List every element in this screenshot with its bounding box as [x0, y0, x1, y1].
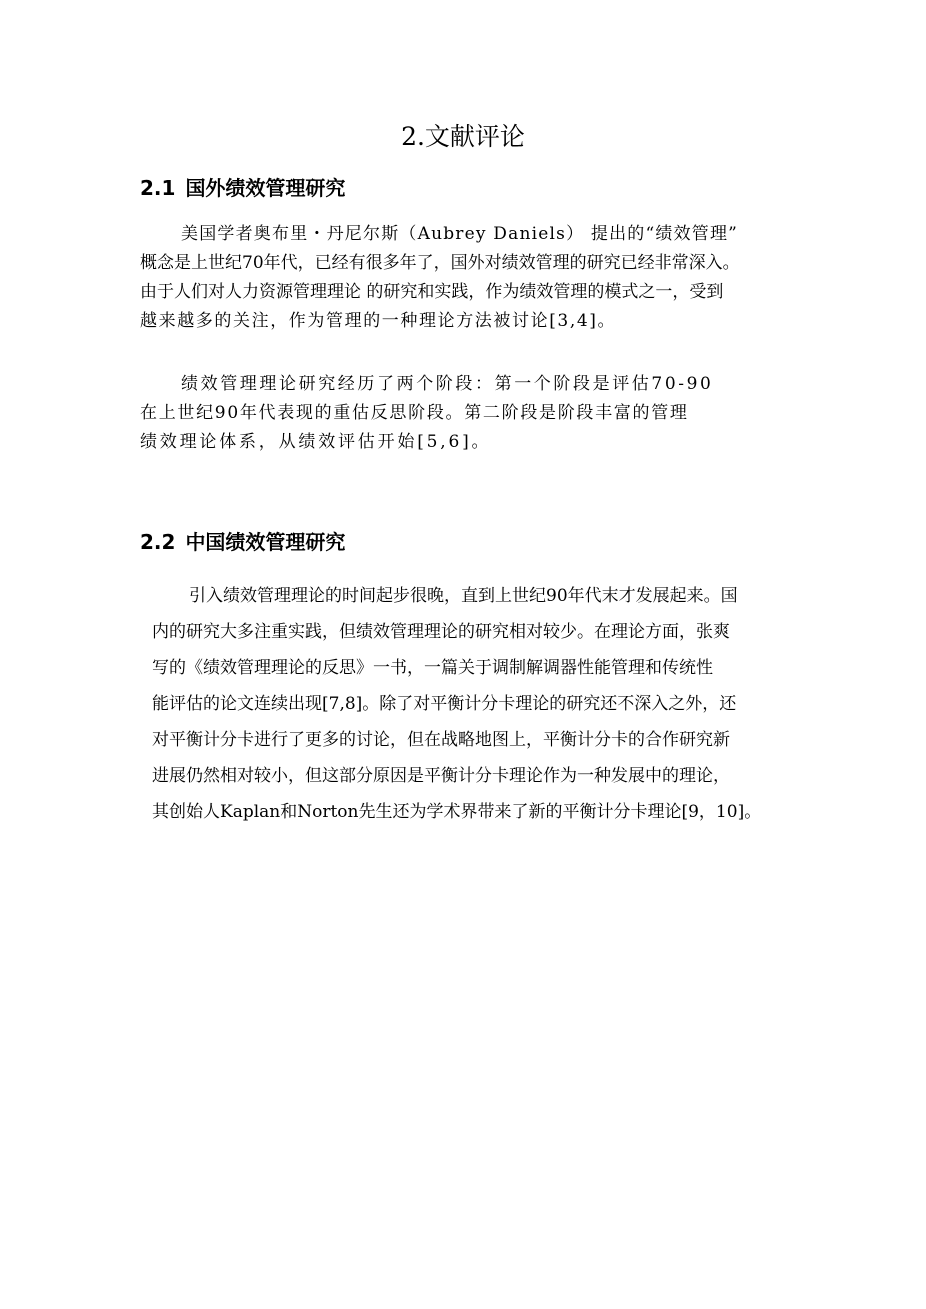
section-number: 2.2	[140, 530, 176, 554]
section-heading-2-1	[140, 174, 800, 202]
text-line: 绩效管理理论研究经历了两个阶段：第一个阶段是评估70-90	[181, 374, 714, 394]
text-line: 由于人们对人力资源管理理论 的研究和实践，作为绩效管理的模式之一，受到	[140, 282, 724, 302]
text-line: 在上世纪90年代表现的重估反思阶段。第二阶段是阶段丰富的管理	[140, 403, 689, 423]
text-line: 进展仍然相对较小，但这部分原因是平衡计分卡理论作为一种发展中的理论，	[152, 766, 730, 786]
text-line: 能评估的论文连续出现[7,8]。除了对平衡计分卡理论的研究还不深入之外，还	[152, 694, 737, 714]
paragraph-2-2-1	[152, 578, 792, 830]
section-title: 中国绩效管理研究	[185, 530, 346, 554]
paragraph-2-1-2	[140, 370, 790, 457]
text-line: 对平衡计分卡进行了更多的讨论，但在战略地图上，平衡计分卡的合作研究新	[152, 730, 730, 750]
section-number: 2.1	[140, 176, 176, 200]
text-line: 内的研究大多注重实践，但绩效管理理论的研究相对较少。在理论方面，张爽	[152, 622, 730, 642]
paragraph-2-1-1	[140, 220, 790, 336]
text-line: 美国学者奥布里・丹尼尔斯（Aubrey Daniels） 提出的“绩效管理”	[181, 224, 739, 244]
chapter-title: 2.文献评论	[401, 122, 525, 151]
text-line: 概念是上世纪70年代，已经有很多年了，国外对绩效管理的研究已经非常深入。	[140, 253, 740, 273]
section-title: 国外绩效管理研究	[185, 176, 346, 200]
text-line: 写的《绩效管理理论的反思》一书，一篇关于调制解调器性能管理和传统性	[152, 658, 713, 678]
text-line: 越来越多的关注，作为管理的一种理论方法被讨论[3,4]。	[140, 311, 617, 331]
text-line: 绩效理论体系，从绩效评估开始[5,6]。	[140, 432, 492, 452]
section-heading-2-2	[140, 528, 800, 556]
text-line: 其创始人Kaplan和Norton先生还为学术界带来了新的平衡计分卡理论[9，10]。	[152, 802, 762, 822]
text-line: 引入绩效管理理论的时间起步很晚，直到上世纪90年代末才发展起来。国	[189, 586, 738, 606]
